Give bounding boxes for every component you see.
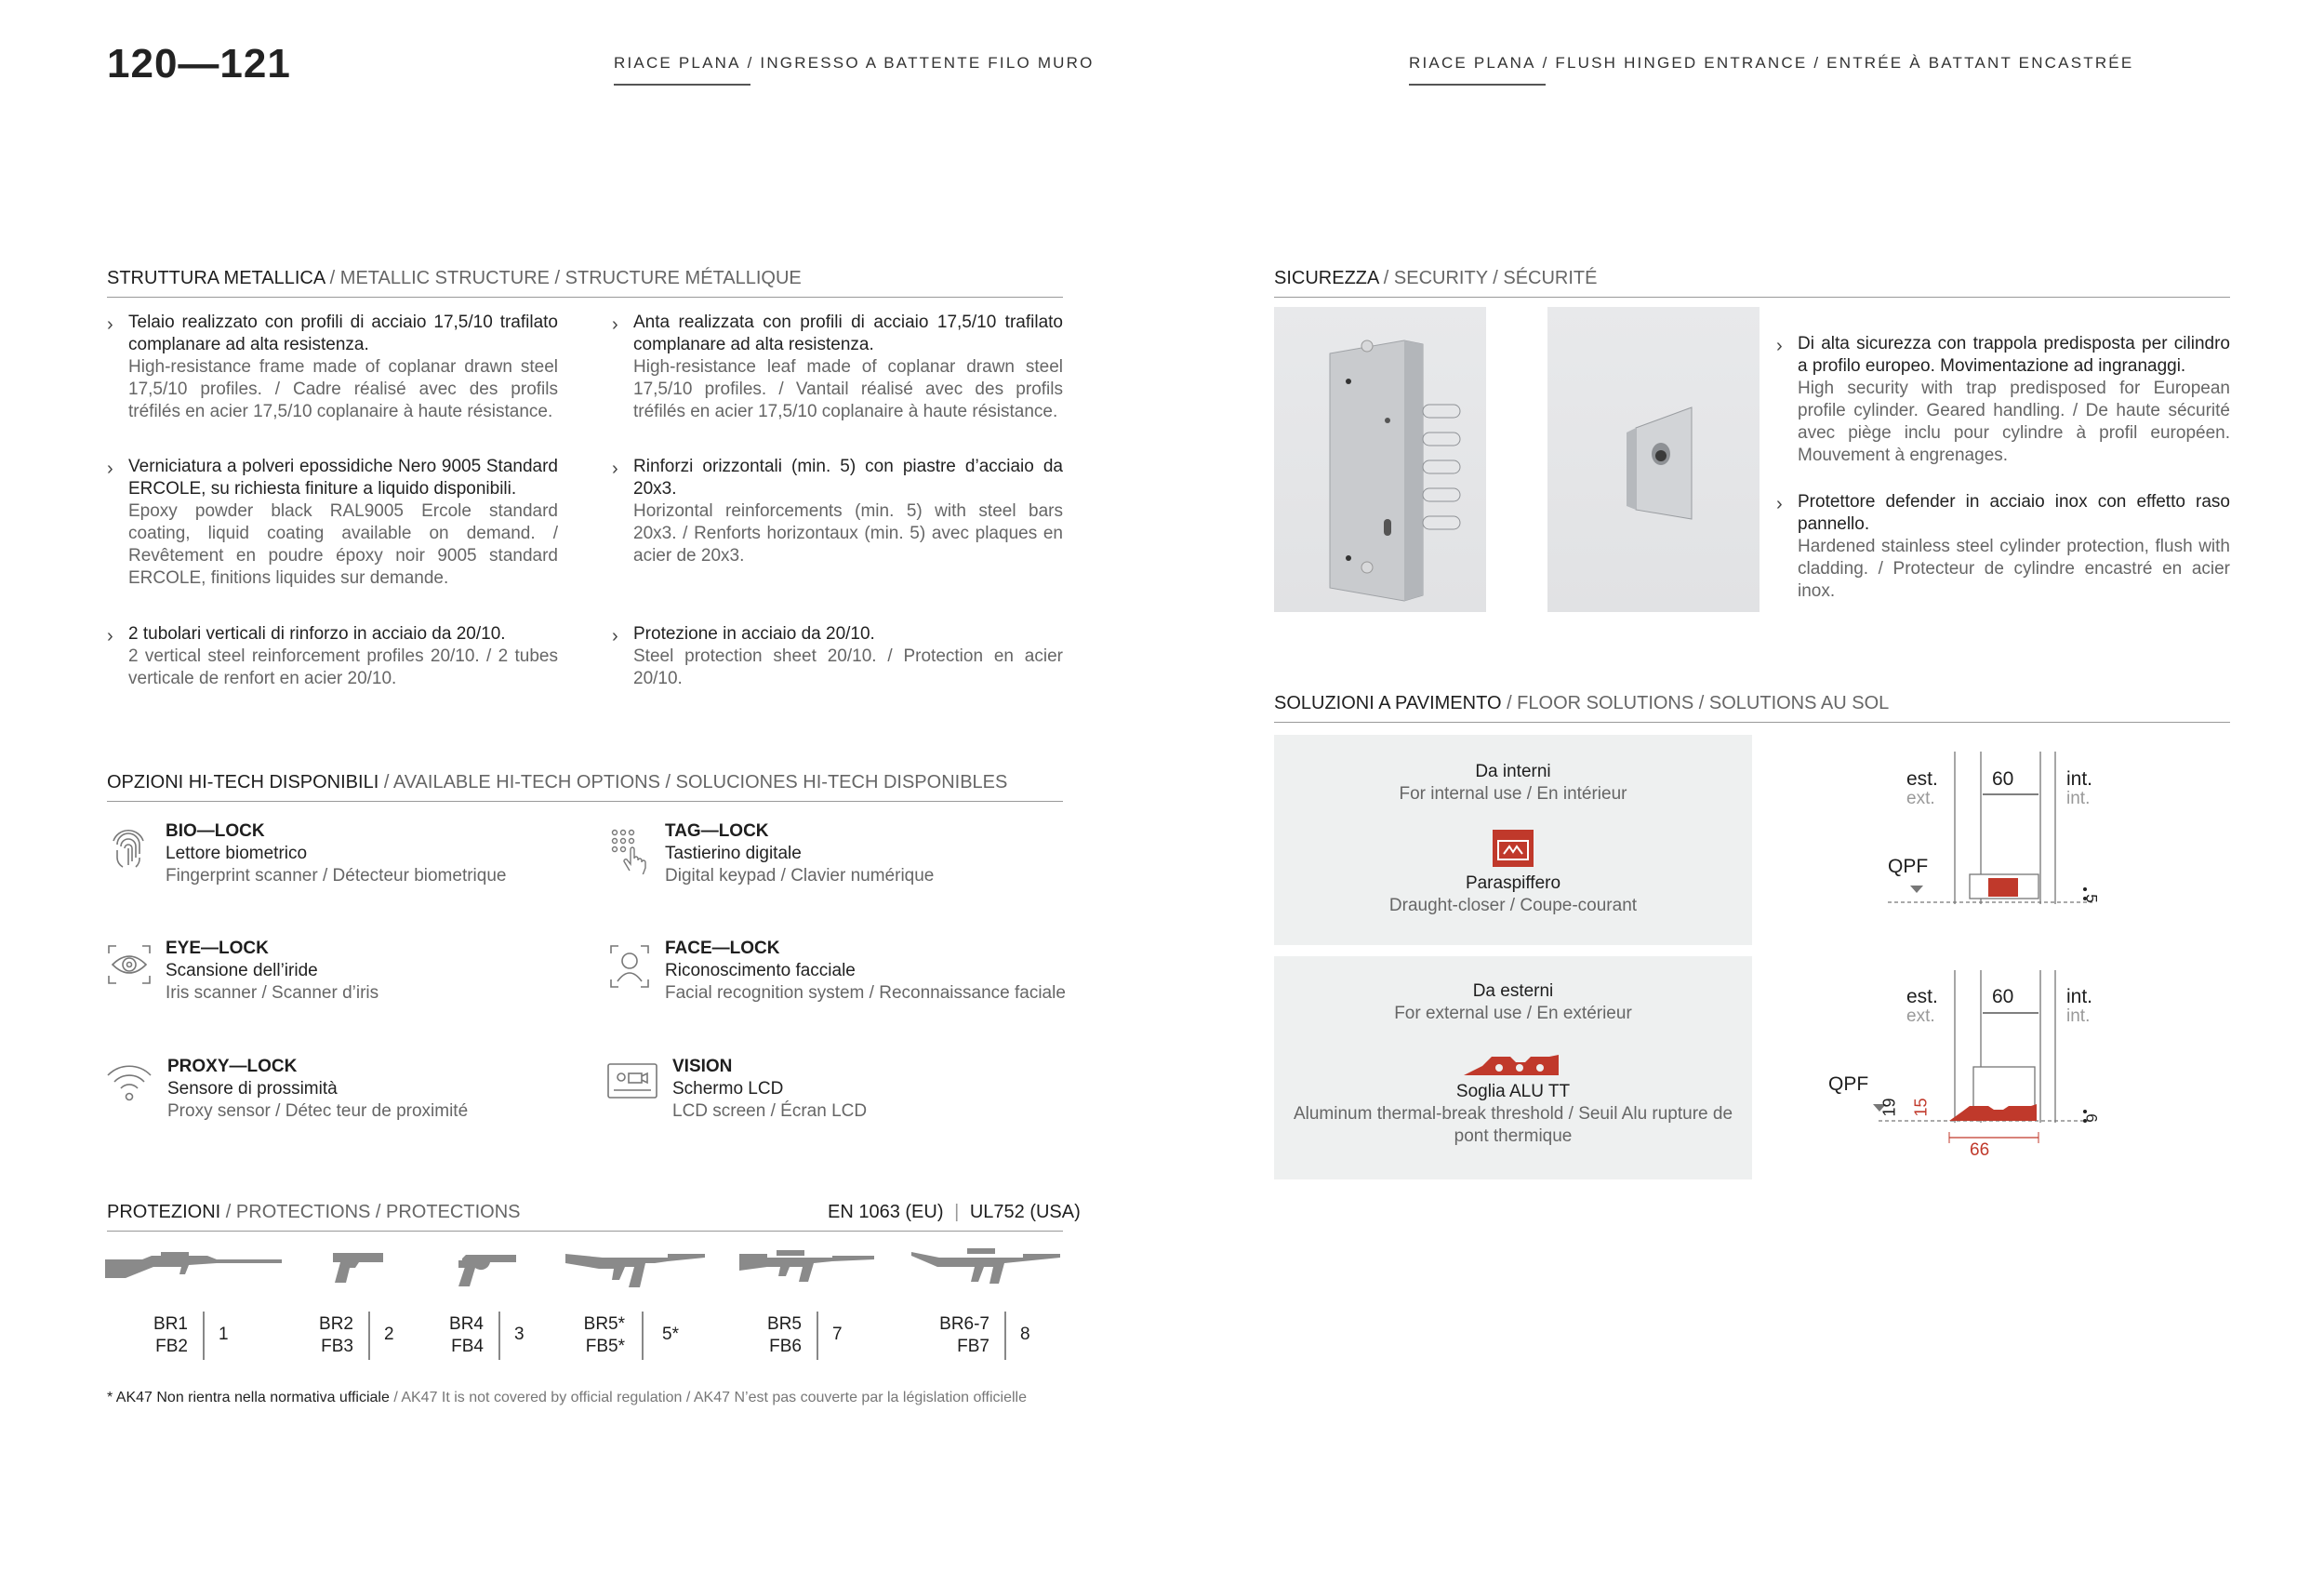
protection-note: * AK47 Non rientra nella normativa ufficiale / AK47 It is not covered by official regulation / AK47 N’est pas couverte par la législation officielle — [107, 1390, 1028, 1405]
hitech-bio-lock: BIO—LOCK Lettore biometrico Fingerprint scanner / Détecteur biometrique — [166, 821, 507, 886]
security-item: › Protettore defender in acciaio inox con effetto raso pannello. Hardened stainless steel cylinder protection, flush with cladding. / Protecteur de cylindre encastré en acier inox. — [1776, 492, 2230, 601]
defender-image — [1547, 307, 1760, 612]
protection-level: BR4 FB4 — [449, 1314, 484, 1356]
diagram2-base: 66 — [1970, 1140, 1990, 1160]
assault-rifle-icon — [739, 1245, 874, 1289]
diagram2-est: est. — [1906, 986, 1938, 1007]
ul-level: 5* — [662, 1325, 679, 1344]
structure-item: › Protezione in acciaio da 20/10. Steel protection sheet 20/10. / Protection en acier 20/10. — [612, 624, 1063, 688]
diagram1-qpf: QPF — [1888, 856, 1929, 877]
ul-level: 3 — [514, 1325, 525, 1344]
iris-icon — [107, 944, 152, 985]
floor-title: SOLUZIONI A PAVIMENTO / FLOOR SOLUTIONS / SOLUTIONS AU SOL — [1274, 693, 2230, 723]
structure-item: › Telaio realizzato con profili di acciaio 17,5/10 trafilato complanare ad alta resistenza. High-resistance frame made of coplanar drawn steel 17,5/10 profiles. / Cadre réalisé avec des profils tréfilés en acier 17,5/10 coplanaire à haute résistance. — [107, 313, 558, 421]
floor-external-item: Soglia ALU TT — [1455, 1082, 1571, 1101]
floor-external-title: Da esterni — [1472, 981, 1554, 1001]
structure-item: › Verniciatura a polveri epossidiche Nero 9005 Standard ERCOLE, su richiesta finiture a liquido disponibili. Epoxy powder black RAL9005 Ercole standard coating, liquid coating available on demand. / Revêtement en poudre époxy noir 9005 standard ERCOLE, finitions liquides sur demande. — [107, 457, 558, 588]
revolver-icon — [453, 1251, 518, 1288]
diagram2-gap: 6 — [2082, 1113, 2101, 1123]
floor-internal-title: Da interni — [1475, 762, 1551, 781]
fingerprint-icon — [110, 828, 147, 874]
floor-internal-sub: For internal use / En intérieur — [1399, 784, 1627, 804]
ul-level: 7 — [832, 1325, 843, 1344]
header-left: RIACE PLANA / INGRESSO A BATTENTE FILO MURO — [614, 54, 1095, 72]
protection-level: BR6-7 FB7 — [939, 1314, 989, 1356]
diagram1-gap: 5 — [2082, 894, 2101, 903]
face-icon — [609, 944, 650, 989]
diagram2-int-fr: int. — [2066, 1006, 2091, 1026]
diagram2-h2: 15 — [1911, 1098, 1931, 1117]
diagram2-qpf: QPF — [1828, 1073, 1869, 1095]
lock-image — [1274, 307, 1486, 612]
protection-standards: EN 1063 (EU) | UL752 (USA) — [828, 1202, 1081, 1222]
page-number: 120—121 — [107, 41, 291, 87]
floor-internal-item: Paraspiffero — [1465, 873, 1561, 893]
header-right: RIACE PLANA / FLUSH HINGED ENTRANCE / ENTRÉE À BATTANT ENCASTRÉE — [1409, 54, 2134, 72]
protection-level: BR2 FB3 — [319, 1314, 353, 1356]
security-item: › Di alta sicurezza con trappola predisposta per cilindro a profilo europeo. Movimentazione ad ingranaggi. High security with trap predisposed for European profile cylinder. Geared handling. / De haute sécurité avec piège inclu pour cylindre à profil européen. Mouvement à engrenages. — [1776, 334, 2230, 465]
hitech-tag-lock: TAG—LOCK Tastierino digitale Digital keypad / Clavier numérique — [665, 821, 935, 886]
draught-closer-icon — [1491, 830, 1535, 869]
ak47-icon — [565, 1245, 705, 1289]
hitech-face-lock: FACE—LOCK Riconoscimento facciale Facial recognition system / Reconnaissance faciale — [665, 939, 1066, 1003]
floor-internal-item-sub: Draught-closer / Coupe-courant — [1388, 896, 1638, 915]
diagram1-int-fr: int. — [2066, 789, 2091, 808]
diagram2-ext: ext. — [1906, 1006, 1935, 1026]
protection-level: BR5* FB5* — [583, 1314, 625, 1356]
structure-item: › 2 tubolari verticali di rinforzo in acciaio da 20/10. 2 vertical steel reinforcement profiles 20/10. / 2 tubes verticale de renfort en acier 20/10. — [107, 624, 558, 688]
security-title: SICUREZZA / SECURITY / SÉCURITÉ — [1274, 268, 2230, 298]
threshold-icon — [1462, 1053, 1564, 1079]
pistol-icon — [333, 1251, 385, 1285]
ul-level: 1 — [219, 1325, 229, 1344]
floor-external-sub: For external use / En extérieur — [1394, 1004, 1632, 1023]
protections-title: PROTEZIONI / PROTECTIONS / PROTECTIONS — [107, 1202, 1063, 1232]
protection-level: BR1 FB2 — [153, 1314, 188, 1356]
diagram1-width: 60 — [1992, 768, 2014, 790]
diagram1-est: est. — [1906, 768, 1938, 790]
rifle-icon — [105, 1246, 282, 1284]
sniper-rifle-icon — [911, 1245, 1060, 1289]
hitech-proxy-lock: PROXY—LOCK Sensore di prossimità Proxy sensor / Détec teur de proximité — [167, 1057, 469, 1121]
hitech-title: OPZIONI HI-TECH DISPONIBILI / AVAILABLE HI-TECH OPTIONS / SOLUCIONES HI-TECH DISPONIBLES — [107, 772, 1063, 802]
structure-title: STRUTTURA METALLICA / METALLIC STRUCTURE / STRUCTURE MÉTALLIQUE — [107, 268, 1063, 298]
diagram2-width: 60 — [1992, 986, 2014, 1007]
keypad-icon — [609, 828, 652, 874]
structure-item: › Anta realizzata con profili di acciaio 17,5/10 trafilato complanare ad alta resistenza. High-resistance leaf made of coplanar drawn steel 17,5/10 profiles. / Vantail réalisé avec des profils tréfilés en acier 17,5/10 coplanaire à haute résistance. — [612, 313, 1063, 421]
diagram1-ext: ext. — [1906, 789, 1935, 808]
floor-external-item-sub: Aluminum thermal-break threshold / Seuil Alu rupture de pont thermique — [1293, 1104, 1733, 1146]
ul-level: 2 — [384, 1325, 394, 1344]
hitech-vision: VISION Schermo LCD LCD screen / Écran LCD — [672, 1057, 868, 1121]
ul-level: 8 — [1020, 1325, 1030, 1344]
structure-item: › Rinforzi orizzontali (min. 5) con piastre d’acciaio da 20x3. Horizontal reinforcements (min. 5) with steel bars 20x3. / Renforts horizontaux (min. 5) avec plaques en acier de 20x3. — [612, 457, 1063, 566]
proximity-icon — [104, 1062, 154, 1105]
protection-level: BR5 FB6 — [767, 1314, 802, 1356]
diagram2-h1: 19 — [1879, 1098, 1899, 1117]
lcd-icon — [606, 1062, 658, 1099]
hitech-eye-lock: EYE—LOCK Scansione dell’iride Iris scanner / Scanner d’iris — [166, 939, 379, 1003]
floor-external-panel — [1274, 956, 1752, 1179]
floor-internal-panel — [1274, 735, 1752, 945]
diagram2-int: int. — [2066, 986, 2093, 1007]
diagram1-int: int. — [2066, 768, 2093, 790]
